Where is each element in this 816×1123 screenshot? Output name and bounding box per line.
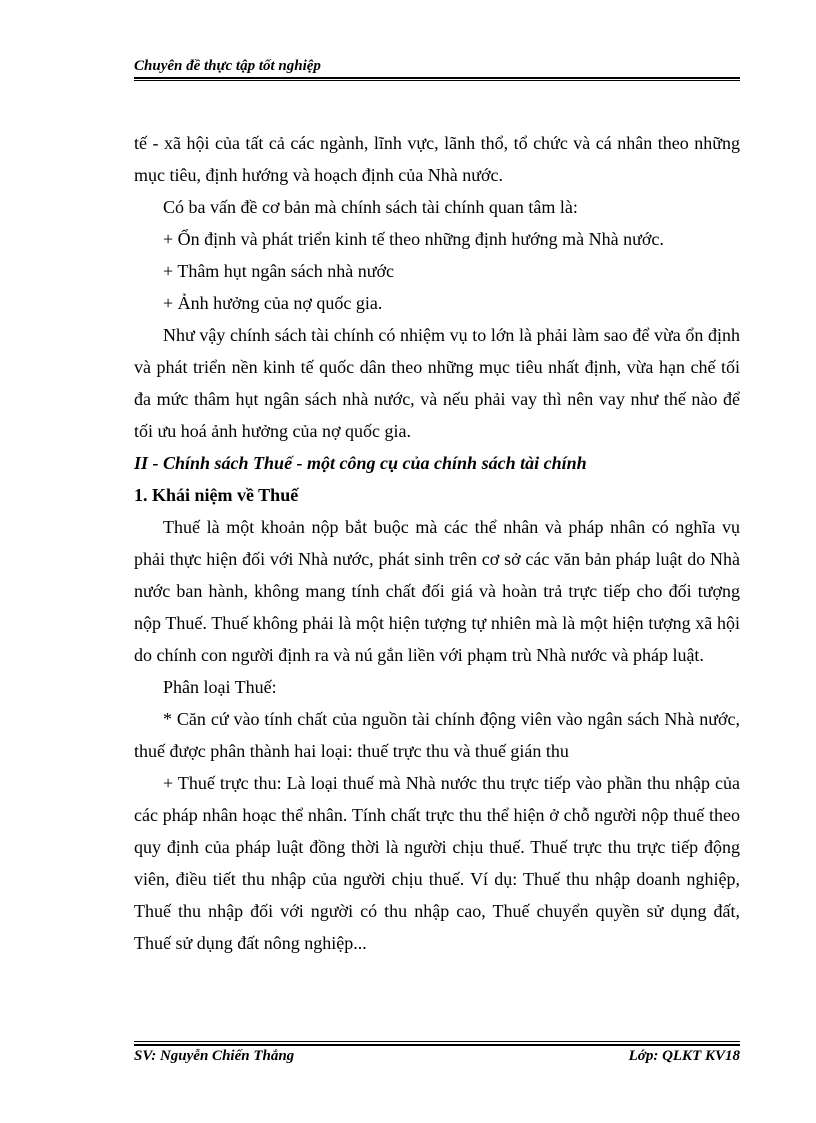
paragraph-intro-issues: Có ba vấn đề cơ bản mà chính sách tài chính quan tâm là: — [163, 197, 578, 217]
header-rule-thin — [134, 80, 740, 81]
paragraph-direct-tax: + Thuế trực thu: Là loại thuế mà Nhà nước thu trực tiếp vào phần thu nhập của các pháp nhân hoạc thể nhân. Tính chất trực thu thể hiện ở chỗ người nộp thuế theo quy định của pháp luật đồng thời là người chịu thuế. Thuế trực thu trực tiếp động viên, điều tiết thu nhập của người chịu thuế. Ví dụ: Thuế thu nhập doanh nghiệp, Thuế thu nhập đối với người có thu nhập cao, Thuế chuyển quyền sử dụng đất, Thuế sử dụng đất nông nghiệp... — [134, 773, 740, 953]
header-title: Chuyên đề thực tập tốt nghiệp — [134, 58, 321, 74]
page-footer — [134, 1048, 740, 1065]
section-heading: II - Chính sách Thuế - một công cụ của chính sách tài chính — [134, 453, 587, 473]
subsection-heading: 1. Khái niệm về Thuế — [134, 485, 299, 505]
footer-student: SV: Nguyễn Chiến Thắng — [134, 1048, 295, 1064]
paragraph-tax-classification: Phân loại Thuế: — [163, 677, 277, 697]
footer-rule-thick — [134, 1044, 740, 1046]
paragraph-classification-basis: * Căn cứ vào tính chất của nguồn tài chính động viên vào ngân sách Nhà nước, thuế được phân thành hai loại: thuế trực thu và thuế gián thu — [134, 709, 740, 761]
footer-class: Lớp: QLKT KV18 — [628, 1048, 740, 1064]
page-body — [134, 127, 740, 959]
page-header — [134, 58, 740, 78]
footer-rule-thin — [134, 1041, 740, 1042]
paragraph-tax-definition: Thuế là một khoản nộp bắt buộc mà các thể nhân và pháp nhân có nghĩa vụ phải thực hiện đối với Nhà nước, phát sinh trên cơ sở các văn bản pháp luật do Nhà nước ban hành, không mang tính chất đối giá và hoàn trả trực tiếp cho đối tượng nộp Thuế. Thuế không phải là một hiện tượng tự nhiên mà là một hiện tượng xã hội do chính con người định ra và nú gắn liền với phạm trù Nhà nước và pháp luật. — [134, 517, 740, 665]
list-item-deficit: + Thâm hụt ngân sách nhà nước — [163, 261, 395, 281]
list-item-stability: + Ổn định và phát triển kinh tế theo những định hướng mà Nhà nước. — [163, 229, 664, 249]
paragraph-summary: Như vậy chính sách tài chính có nhiệm vụ to lớn là phải làm sao để vừa ổn định và phát triển nền kinh tế quốc dân theo những mục tiêu nhất định, vừa hạn chế tối đa mức thâm hụt ngân sách nhà nước, và nếu phải vay thì nên vay như thế nào để tối ưu hoá ảnh hưởng của nợ quốc gia. — [134, 325, 740, 441]
paragraph-continued: tế - xã hội của tất cả các ngành, lĩnh vực, lãnh thổ, tổ chức và cá nhân theo những mục tiêu, định hướng và hoạch định của Nhà nước. — [134, 133, 740, 185]
header-rule-thick — [134, 77, 740, 79]
list-item-debt: + Ảnh hưởng của nợ quốc gia. — [163, 293, 383, 313]
